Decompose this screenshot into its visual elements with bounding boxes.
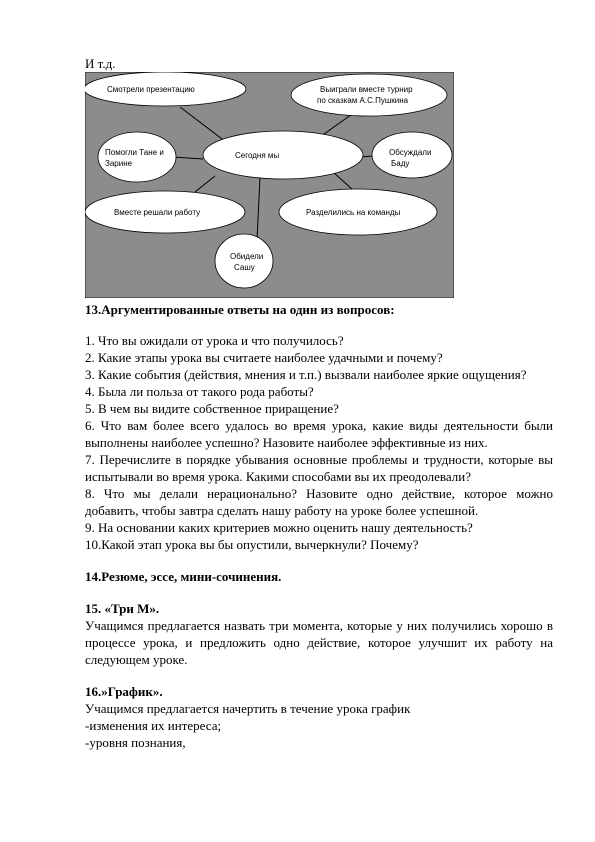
node-label: Обидели — [230, 252, 264, 261]
node-label: Зарине — [105, 159, 133, 168]
section-16-heading: 16.»График». — [85, 684, 163, 699]
section-14-heading: 14.Резюме, эссе, мини-сочинения. — [85, 569, 282, 584]
node-label: Баду — [391, 159, 410, 168]
node-label: Разделились на команды — [306, 208, 401, 217]
diagram-node — [98, 132, 176, 182]
question-item: 7. Перечислите в порядке убывания основные проблемы и трудности, которые вы испытывали во время урока. Какими способами вы их преодолевали? — [85, 452, 553, 484]
node-label: Обсуждали — [389, 148, 432, 157]
question-item: 4. Была ли польза от такого рода работы? — [85, 384, 314, 399]
question-item: 2. Какие этапы урока вы считаете наиболее удачными и почему? — [85, 350, 443, 365]
question-item: 5. В чем вы видите собственное приращение? — [85, 401, 339, 416]
question-item: 9. На основании каких критериев можно оценить нашу деятельность? — [85, 520, 473, 535]
node-label: по сказкам А.С.Пушкина — [317, 96, 409, 105]
node-label-center: Сегодня мы — [235, 151, 280, 160]
diagram-node — [291, 74, 447, 116]
section-16-line: Учащимся предлагается начертить в течение урока график — [85, 701, 411, 716]
section-16-line: -уровня познания, — [85, 735, 186, 750]
reflection-diagram — [85, 72, 454, 298]
diagram-node — [215, 234, 273, 288]
document-body — [85, 301, 553, 751]
question-item: 1. Что вы ожидали от урока и что получилось? — [85, 333, 344, 348]
section-16-line: -изменения их интереса; — [85, 718, 222, 733]
question-item: 10.Какой этап урока вы бы опустили, вычеркнули? Почему? — [85, 537, 419, 552]
section-13-heading: 13.Аргументированные ответы на один из вопросов: — [85, 302, 395, 317]
diagram-node-center — [203, 131, 363, 179]
node-label: Помогли Тане и — [105, 148, 164, 157]
question-item: 6. Что вам более всего удалось во время урока, какие виды деятельности были выполнены наиболее успешно? Назовите наиболее эффективные из них. — [85, 418, 553, 450]
node-label: Сашу — [234, 263, 255, 272]
section-15-text: Учащимся предлагается назвать три момента, которые у них получились хорошо в процессе урока, и предложить одно действие, которое улучшит их работу на следующем уроке. — [85, 618, 553, 667]
intro-text: И т.д. — [85, 56, 116, 71]
question-item: 3. Какие события (действия, мнения и т.п.) вызвали наиболее яркие ощущения? — [85, 367, 527, 382]
question-item: 8. Что мы делали нерационально? Назовите одно действие, которое можно добавить, чтобы завтра сделать нашу работу на уроке более успешной. — [85, 486, 553, 518]
node-label: Выиграли вместе турнир — [320, 85, 413, 94]
node-label: Вместе решали работу — [114, 208, 201, 217]
section-15-heading: 15. «Три М». — [85, 601, 160, 616]
node-label: Смотрели презентацию — [107, 85, 195, 94]
